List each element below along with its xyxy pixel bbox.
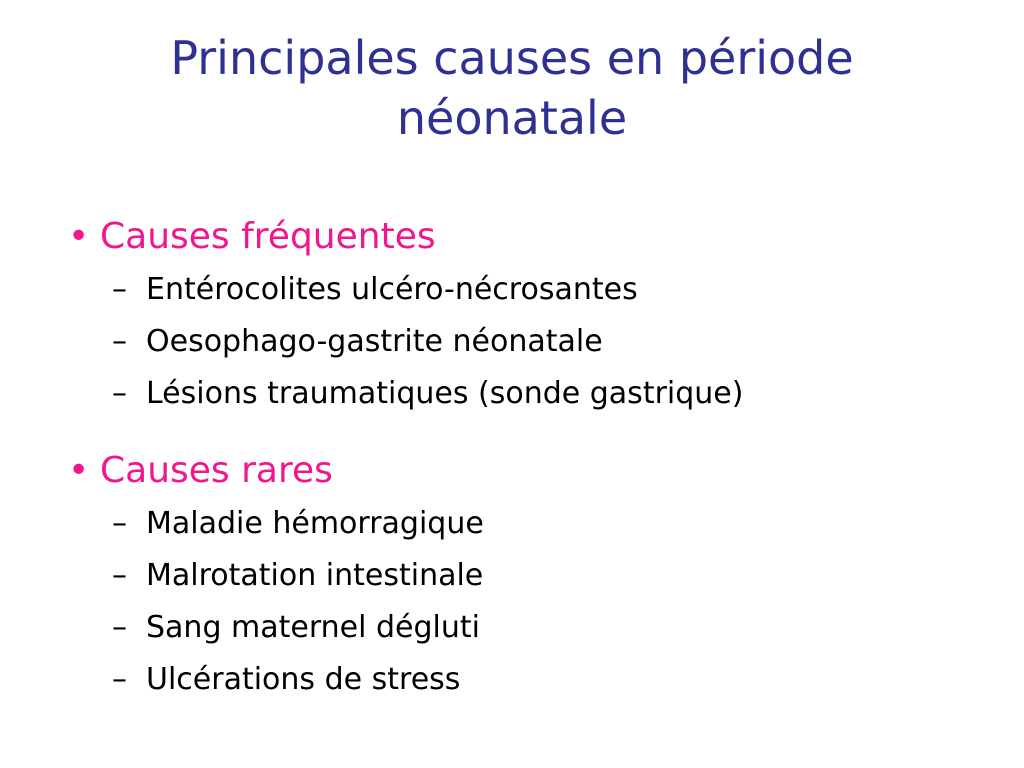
section-heading-text: Causes rares — [100, 450, 333, 491]
dash-icon: – — [112, 558, 127, 593]
bullet-list — [68, 210, 988, 718]
list-item-text: Malrotation intestinale — [146, 558, 484, 593]
list-item — [68, 368, 988, 420]
section-heading — [68, 210, 988, 264]
slide-title — [60, 28, 964, 148]
dash-icon: – — [112, 324, 127, 359]
list-item-text: Maladie hémorragique — [146, 506, 484, 541]
list-item — [68, 498, 988, 550]
list-item-text: Sang maternel dégluti — [146, 610, 480, 645]
bullet-icon: • — [68, 450, 90, 491]
section-heading — [68, 444, 988, 498]
section-rare-causes — [68, 444, 988, 706]
slide-title-line-2: néonatale — [396, 91, 628, 145]
dash-icon: – — [112, 272, 127, 307]
bullet-icon: • — [68, 216, 90, 257]
list-item-text: Entérocolites ulcéro-nécrosantes — [146, 272, 638, 307]
list-item-text: Oesophago-gastrite néonatale — [146, 324, 603, 359]
section-gap — [68, 432, 988, 444]
dash-icon: – — [112, 662, 127, 697]
section-heading-text: Causes fréquentes — [100, 216, 436, 257]
list-item — [68, 264, 988, 316]
section-frequent-causes — [68, 210, 988, 420]
dash-icon: – — [112, 506, 127, 541]
dash-icon: – — [112, 610, 127, 645]
list-item — [68, 550, 988, 602]
list-item — [68, 654, 988, 706]
list-item — [68, 602, 988, 654]
slide-title-line-1: Principales causes en période — [170, 31, 854, 85]
list-item-text: Ulcérations de stress — [146, 662, 461, 697]
dash-icon: – — [112, 376, 127, 411]
list-item — [68, 316, 988, 368]
list-item-text: Lésions traumatiques (sonde gastrique) — [146, 376, 744, 411]
